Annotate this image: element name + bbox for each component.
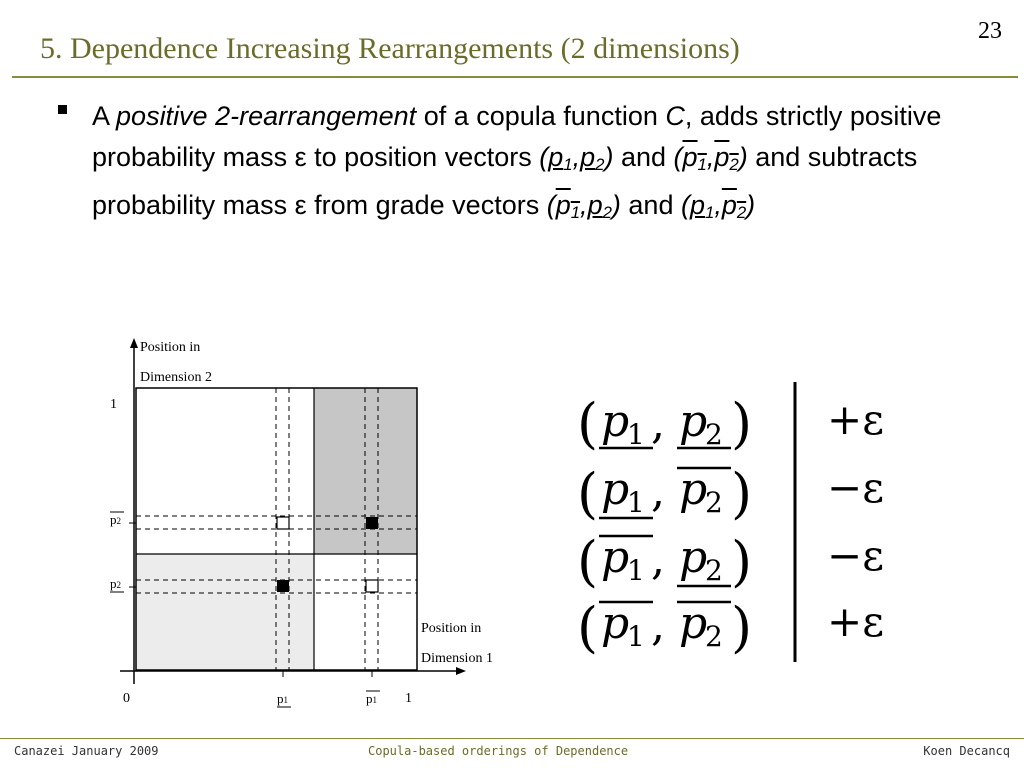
vector-underline-p1-overline-p2: $(p_1,p_2)$ bbox=[680, 190, 756, 223]
tick-label-origin: 0 bbox=[123, 691, 130, 706]
svg-text:,: , bbox=[651, 600, 665, 651]
square-bullet-icon bbox=[58, 105, 67, 114]
svg-text:1: 1 bbox=[627, 418, 645, 451]
svg-text:): ) bbox=[731, 462, 753, 525]
svg-text:,: , bbox=[651, 466, 665, 517]
footer-author: Koen Decancq bbox=[923, 744, 1010, 758]
term-positive-rearrangement: positive 2-rearrangement bbox=[116, 101, 417, 131]
svg-text:p: p bbox=[601, 532, 630, 583]
svg-text:2: 2 bbox=[705, 620, 723, 653]
x-axis-label-line1: Position in bbox=[421, 621, 482, 636]
vector-overline-p1-overline-p2: $(p_1,p_2)$ bbox=[673, 142, 748, 175]
x-axis-label-line2: Dimension 1 bbox=[421, 651, 493, 666]
svg-text:p: p bbox=[679, 532, 708, 583]
formula-row-4 bbox=[577, 596, 884, 659]
bullet-point bbox=[58, 96, 958, 233]
svg-text:2: 2 bbox=[705, 554, 723, 587]
formula-row-1 bbox=[577, 392, 884, 455]
filled-square-marker bbox=[277, 580, 289, 592]
x-axis-arrow-icon bbox=[456, 667, 466, 675]
formula-row-3 bbox=[577, 530, 884, 593]
svg-text:,: , bbox=[651, 534, 665, 585]
svg-text:,: , bbox=[651, 398, 665, 449]
slide-number: 23 bbox=[978, 18, 1002, 44]
svg-text:p: p bbox=[679, 598, 708, 649]
svg-text:2: 2 bbox=[705, 486, 723, 519]
svg-text:(: ( bbox=[577, 392, 599, 455]
svg-text:2: 2 bbox=[705, 418, 723, 451]
tick-label-y-one: 1 bbox=[110, 397, 117, 412]
tick-label-p1-underline: p1 bbox=[277, 691, 288, 706]
svg-text:(: ( bbox=[577, 596, 599, 659]
svg-text:1: 1 bbox=[627, 554, 645, 587]
svg-text:+ε: +ε bbox=[827, 597, 884, 646]
title-divider bbox=[12, 76, 1018, 78]
svg-text:(: ( bbox=[577, 462, 599, 525]
tick-label-p2-overline: p2 bbox=[110, 512, 121, 527]
svg-text:): ) bbox=[731, 392, 753, 455]
tick-label-p1-overline: p1 bbox=[366, 691, 377, 706]
svg-text:1: 1 bbox=[627, 620, 645, 653]
svg-text:p: p bbox=[679, 464, 708, 515]
svg-text:−ε: −ε bbox=[827, 463, 884, 512]
tick-label-x-one: 1 bbox=[405, 691, 412, 706]
svg-text:p: p bbox=[601, 598, 630, 649]
svg-text:): ) bbox=[731, 530, 753, 593]
vector-overline-p1-underline-p2: $(p_1,p_2)$ bbox=[546, 190, 621, 223]
footer-date: Canazei January 2009 bbox=[14, 744, 159, 758]
empty-square-marker bbox=[366, 580, 378, 592]
svg-text:): ) bbox=[731, 596, 753, 659]
svg-text:+ε: +ε bbox=[827, 395, 884, 444]
y-axis-arrow-icon bbox=[130, 338, 138, 348]
filled-square-marker bbox=[366, 517, 378, 529]
tick-label-p2-underline: p2 bbox=[110, 576, 121, 591]
svg-text:1: 1 bbox=[627, 486, 645, 519]
footer-divider bbox=[0, 738, 1024, 739]
formula-row-2 bbox=[577, 462, 884, 525]
y-axis-label-line1: Position in bbox=[140, 340, 201, 355]
footer-presentation-title: Copula-based orderings of Dependence bbox=[368, 744, 629, 758]
bullet-text: A positive 2-rearrangement of a copula function C, adds strictly positive probability mass ε to position vectors $(p_1,p_2)$ and $(p_1,p_2)$ and subtracts probability mass ε from grade vectors $(p_1,p_2)$ and $(p_1,p_2)$ bbox=[92, 101, 942, 223]
slide-title: 5. Dependence Increasing Rearrangements (2 dimensions) bbox=[40, 32, 740, 65]
svg-text:−ε: −ε bbox=[827, 531, 884, 580]
svg-text:p: p bbox=[679, 396, 708, 447]
rearrangement-formulas bbox=[575, 380, 915, 665]
rearrangement-diagram bbox=[100, 330, 520, 720]
lower-left-region bbox=[136, 554, 314, 670]
vector-underline-p1-underline-p2: $(p_1,p_2)$ bbox=[539, 142, 614, 175]
empty-square-marker bbox=[277, 517, 289, 529]
svg-text:p: p bbox=[601, 464, 630, 515]
y-axis-label-line2: Dimension 2 bbox=[140, 370, 212, 385]
svg-text:(: ( bbox=[577, 530, 599, 593]
svg-text:p: p bbox=[601, 396, 630, 447]
